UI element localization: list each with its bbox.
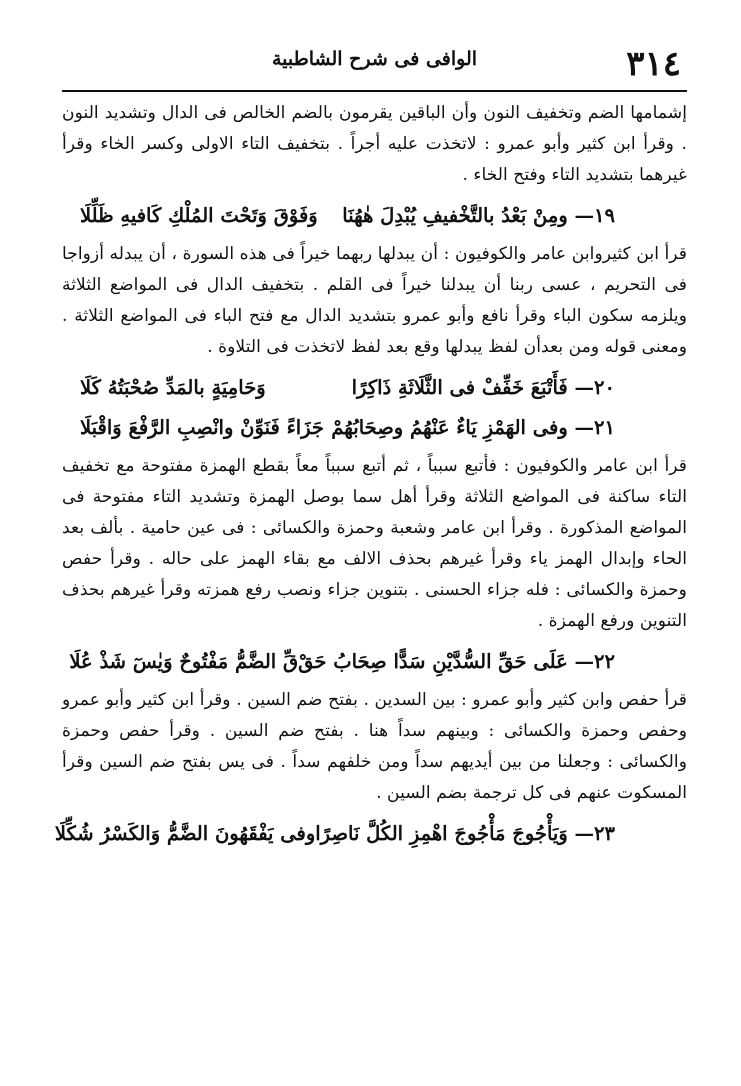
verse-first-hemistich: ٢٣— وَيَأْجُوجَ مَأْجُوجَ اهْمِزِ الكُلَّ نَاصِرًا [315,822,615,845]
verse-second-hemistich: وَفَوْقَ وَتَحْتَ المُلْكِ كَافيهِ ظَلِّلَا [80,204,318,227]
verse-first-hemistich: ٢١— وفى الهَمْزِ يَاءٌ عَنْهُمُ وصِحَابُهُمْ [331,416,615,439]
verse-line [62,201,687,231]
commentary-paragraph: قرأ حفص وابن كثير وأبو عمرو : بين السدين . بفتح ضم السين . وقرأ ابن كثير وأبو عمرو وحفص وحمزة والكسائى : وبينهم سداً هنا . بفتح ضم السين . وقرأ حفص وحمزة والكسائى : وجعلنا من بين أيديهم سداً ومن خلفهم سداً . فى يس بفتح ضم السين وقرأ المسكوت عنهم فى كل ترجمة بضم السين . [62,690,687,803]
verse-second-hemistich: قِّ الضَّمُّ مَفْتُوحٌ وَيٰسٓ شَذْ عُلَا [69,650,299,673]
page-number: ٣١٤ [626,44,681,84]
verse-line [62,413,687,443]
verse-second-hemistich: وفى يَفْقَهُونَ الضَّمُّ وَالكَسْرُ شُكِّلَا [54,822,316,845]
verse-line [62,647,687,677]
verse-first-hemistich: ٢٢— عَلَى حَقِّ السُّدَّيْنِ سَدًّا صِحَابُ حَقْ [298,650,615,673]
verse-line [54,819,687,849]
commentary-paragraph: قرأ ابن عامر والكوفيون : فأتبع سبباً ، ثم أتبع سبباً معاً بقطع الهمزة مفتوحة مع تخفيف التاء ساكنة فى المواضع الثلاثة وقرأ أهل سما بوصل الهمزة وتشديد التاء مفتوحة فى المواضع المذكورة . وقرأ ابن عامر وشعبة وحمزة والكسائى : فى عين حامية . بألف بعد الحاء وإبدال الهمز ياء وقرأ غيرهم بحذف الالف مع بقاء الهمز على حاله . وقرأ حفص وحمزة والكسائى : فله جزاء الحسنى . بتنوين جزاء ونصب رفع همزته وقرأ غيرهم بحذف التنوين ورفع الهمزة . [62,456,687,631]
page-content [54,98,687,849]
verse-first-hemistich: ١٩— ومِنْ بَعْدُ بالتَّخْفيفِ يُبْدِلَ هٰهُنَا [342,204,615,227]
running-title: الوافى فى شرح الشاطبية [271,48,478,70]
verse-second-hemistich: وَحَامِيَةٍ بالمَدِّ صُحْبَتُهُ كَلَا [80,376,266,399]
commentary-paragraph: إشمامها الضم وتخفيف النون وأن الباقين يقرمون بالضم الخالص فى الدال وتشديد النون . وقرأ ابن كثير وأبو عمرو : لاتخذت عليه أجراً . بتخفيف التاء الاولى وكسر الخاء وقرأ غيرهما بتشديد التاء وفتح الخاء . [62,103,687,185]
verse-second-hemistich: جَزَاءً فَنَوِّنْ وانْصِبِ الرَّفْعَ وَاقْبَلَا [80,416,324,439]
page-header [62,38,687,92]
commentary-paragraph: قرأ ابن كثيروابن عامر والكوفيون : أن يبدلها ربهما خيراً فى هذه السورة ، أن يبدله أزواجا فى التحريم ، عسى ربنا أن يبدلنا خيراً فى القلم . بتخفيف الدال فى المواضع الثلاثة ويلزمه سكون الباء وقرأ نافع وأبو عمرو بتشديد الدال مع فتح الباء فى المواضع الثلاثة . ومعنى قوله ومن بعدأن لفظ يبدلها وقع بعد لفظ لاتخذت فى التلاوة . [62,244,687,357]
verse-first-hemistich: ٢٠— فَأَتْبَعَ خَفِّفْ فى الثَّلَاثَةِ ذَاكِرًا [351,376,615,399]
verse-line [62,373,687,403]
